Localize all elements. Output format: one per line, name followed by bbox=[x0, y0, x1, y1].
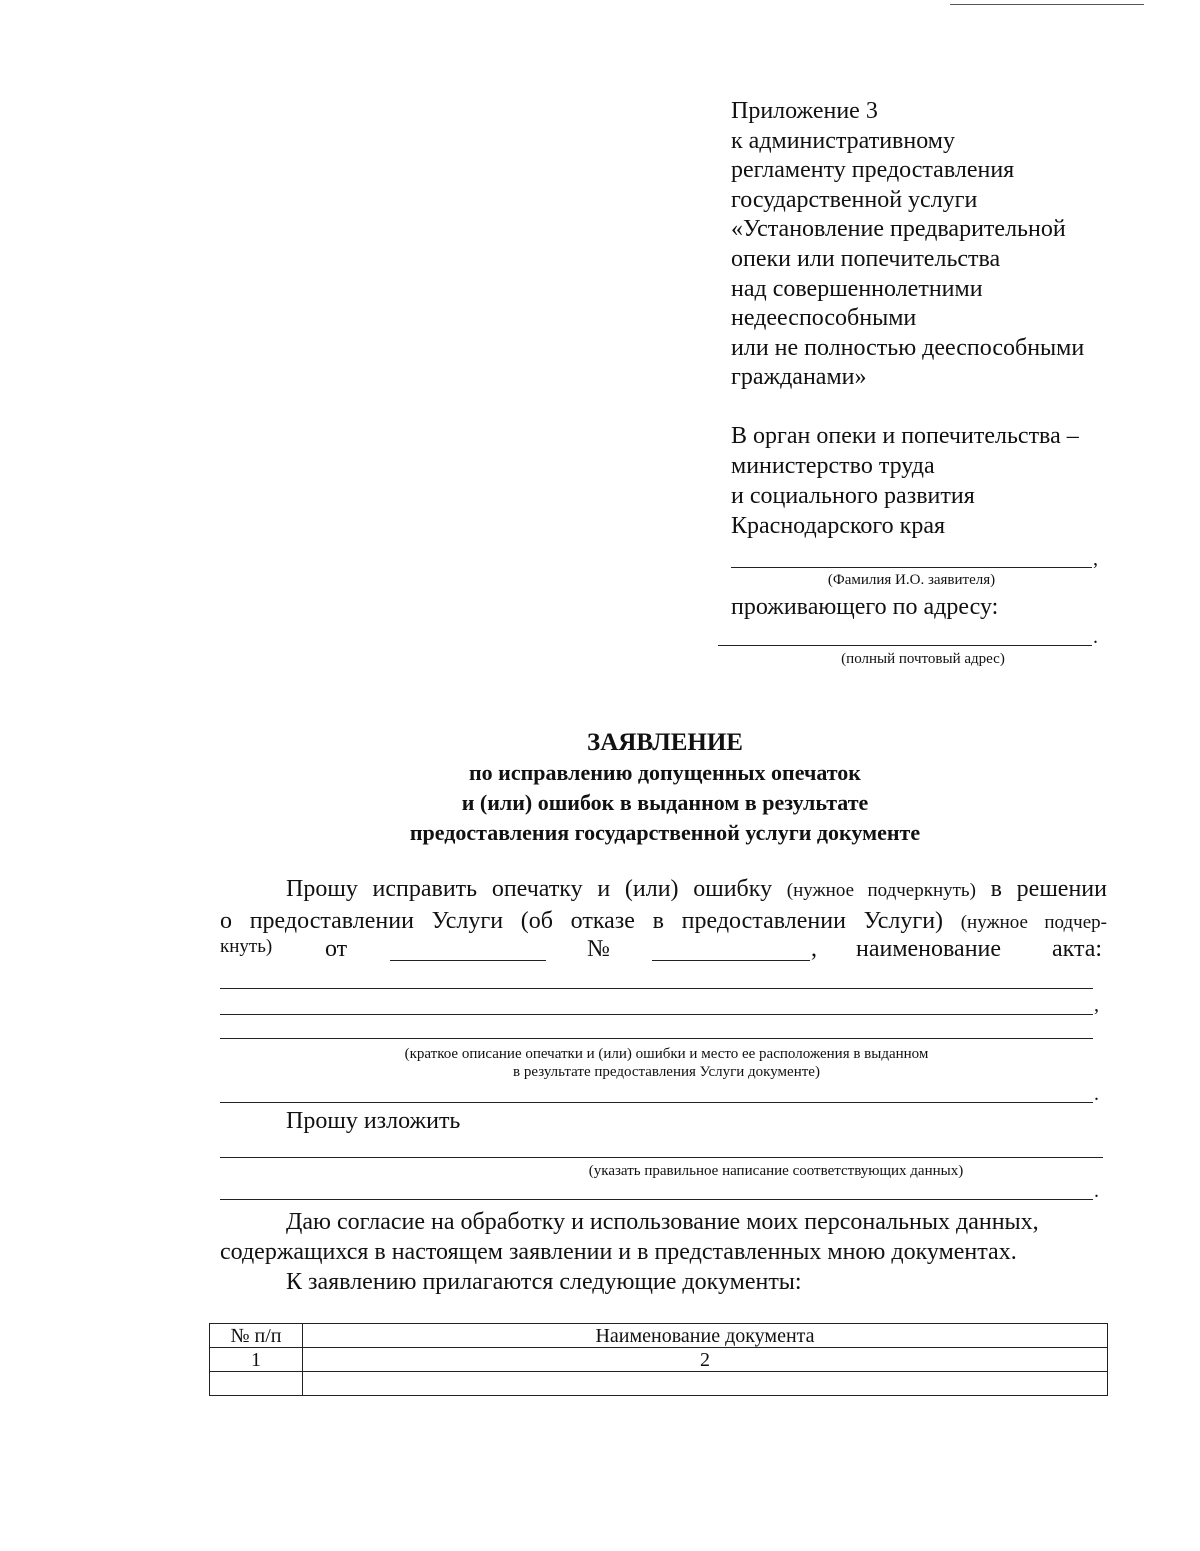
request-note: (нужное подчер- bbox=[960, 912, 1107, 933]
request-note-end: кнуть) bbox=[220, 936, 273, 957]
column-number-2: 2 bbox=[303, 1348, 1108, 1372]
applicant-name-caption: (Фамилия И.О. заявителя) bbox=[827, 572, 996, 588]
decision-date-field[interactable] bbox=[390, 960, 546, 961]
consent-line: Даю согласие на обработку и использование моих персональных данных, bbox=[286, 1209, 1039, 1235]
error-description-field[interactable] bbox=[220, 1102, 1093, 1103]
column-header-number: № п/п bbox=[210, 1324, 303, 1348]
appendix-line: или не полностью дееспособными bbox=[731, 334, 1085, 361]
title-sub: и (или) ошибок в выданном в результате bbox=[461, 790, 869, 815]
correct-data-field[interactable] bbox=[220, 1199, 1093, 1200]
applicant-address-field[interactable] bbox=[718, 645, 1092, 646]
number-label: № bbox=[587, 936, 610, 962]
address-caption: (полный почтовый адрес) bbox=[841, 651, 1005, 667]
act-name-label: наименование bbox=[856, 936, 1002, 962]
request-text: в решении bbox=[975, 876, 1107, 902]
address-label: проживающего по адресу: bbox=[731, 594, 999, 620]
request-note: (нужное подчеркнуть) bbox=[786, 880, 976, 901]
error-caption-line: в результате предоставления Услуги документе) bbox=[513, 1064, 820, 1080]
appendix-line: к административному bbox=[731, 127, 955, 154]
date-label: от bbox=[325, 936, 348, 962]
applicant-address-period: . bbox=[1093, 626, 1098, 648]
request-line-1 bbox=[220, 874, 1107, 906]
top-edge-rule bbox=[950, 4, 1144, 5]
appendix-line: опеки или попечительства bbox=[731, 245, 1001, 272]
correct-data-caption: (указать правильное написание соответствующих данных) bbox=[588, 1163, 964, 1179]
appendix-line: «Установление предварительной bbox=[731, 216, 1066, 243]
table-number-row bbox=[210, 1348, 1108, 1372]
consent-line: содержащихся в настоящем заявлении и в представленных мною документах. bbox=[220, 1239, 1017, 1265]
request-paragraph bbox=[220, 874, 1107, 938]
attachments-table bbox=[209, 1323, 1108, 1396]
correct-data-period: . bbox=[1094, 1180, 1099, 1202]
appendix-line: Приложение 3 bbox=[731, 98, 878, 124]
applicant-name-comma: , bbox=[1093, 548, 1098, 570]
restate-label: Прошу изложить bbox=[286, 1108, 461, 1134]
act-name-comma: , bbox=[1094, 994, 1099, 1016]
addressee-line: и социального развития bbox=[731, 483, 975, 509]
attachments-intro: К заявлению прилагаются следующие документы: bbox=[286, 1269, 802, 1295]
title-sub: предоставления государственной услуги документе bbox=[409, 820, 921, 845]
column-number-1: 1 bbox=[210, 1348, 303, 1372]
table-cell-empty[interactable] bbox=[210, 1372, 303, 1396]
addressee-line: министерство труда bbox=[731, 453, 935, 479]
act-name-field[interactable] bbox=[220, 988, 1093, 989]
table-row bbox=[210, 1372, 1108, 1396]
error-caption-line: (краткое описание опечатки и (или) ошибки и место ее расположения в выданном bbox=[404, 1046, 929, 1062]
addressee-block bbox=[731, 421, 1079, 541]
addressee-line: Краснодарского края bbox=[731, 513, 946, 539]
appendix-header bbox=[731, 97, 1084, 393]
act-name-label-end: акта: bbox=[1052, 936, 1103, 962]
appendix-line: регламенту предоставления bbox=[731, 157, 1015, 184]
appendix-line: недееспособными bbox=[731, 305, 917, 332]
decision-number-field[interactable] bbox=[652, 960, 810, 961]
correct-data-field[interactable] bbox=[220, 1157, 1103, 1158]
table-cell-empty[interactable] bbox=[303, 1372, 1108, 1396]
act-name-field[interactable] bbox=[220, 1014, 1093, 1015]
appendix-line: над совершеннолетними bbox=[731, 275, 983, 302]
addressee-line: В орган опеки и попечительства – bbox=[731, 423, 1079, 449]
appendix-line: гражданами» bbox=[731, 364, 867, 391]
error-description-field[interactable] bbox=[220, 1038, 1093, 1039]
table-header-row bbox=[210, 1324, 1108, 1348]
request-text: о предоставлении Услуги (об отказе в предоставлении Услуги) bbox=[220, 908, 961, 934]
appendix-line: государственной услуги bbox=[731, 186, 978, 213]
error-description-period: . bbox=[1094, 1083, 1099, 1105]
error-caption bbox=[220, 1045, 1113, 1081]
title-sub: по исправлению допущенных опечаток bbox=[469, 760, 861, 785]
applicant-name-field[interactable] bbox=[731, 567, 1092, 568]
request-text: Прошу исправить опечатку и (или) ошибку bbox=[286, 876, 787, 902]
title-main: ЗАЯВЛЕНИЕ bbox=[587, 729, 743, 756]
document-title bbox=[240, 728, 1090, 848]
number-comma: , bbox=[811, 936, 817, 962]
column-header-document: Наименование документа bbox=[303, 1324, 1108, 1348]
consent-paragraph bbox=[220, 1207, 1107, 1297]
